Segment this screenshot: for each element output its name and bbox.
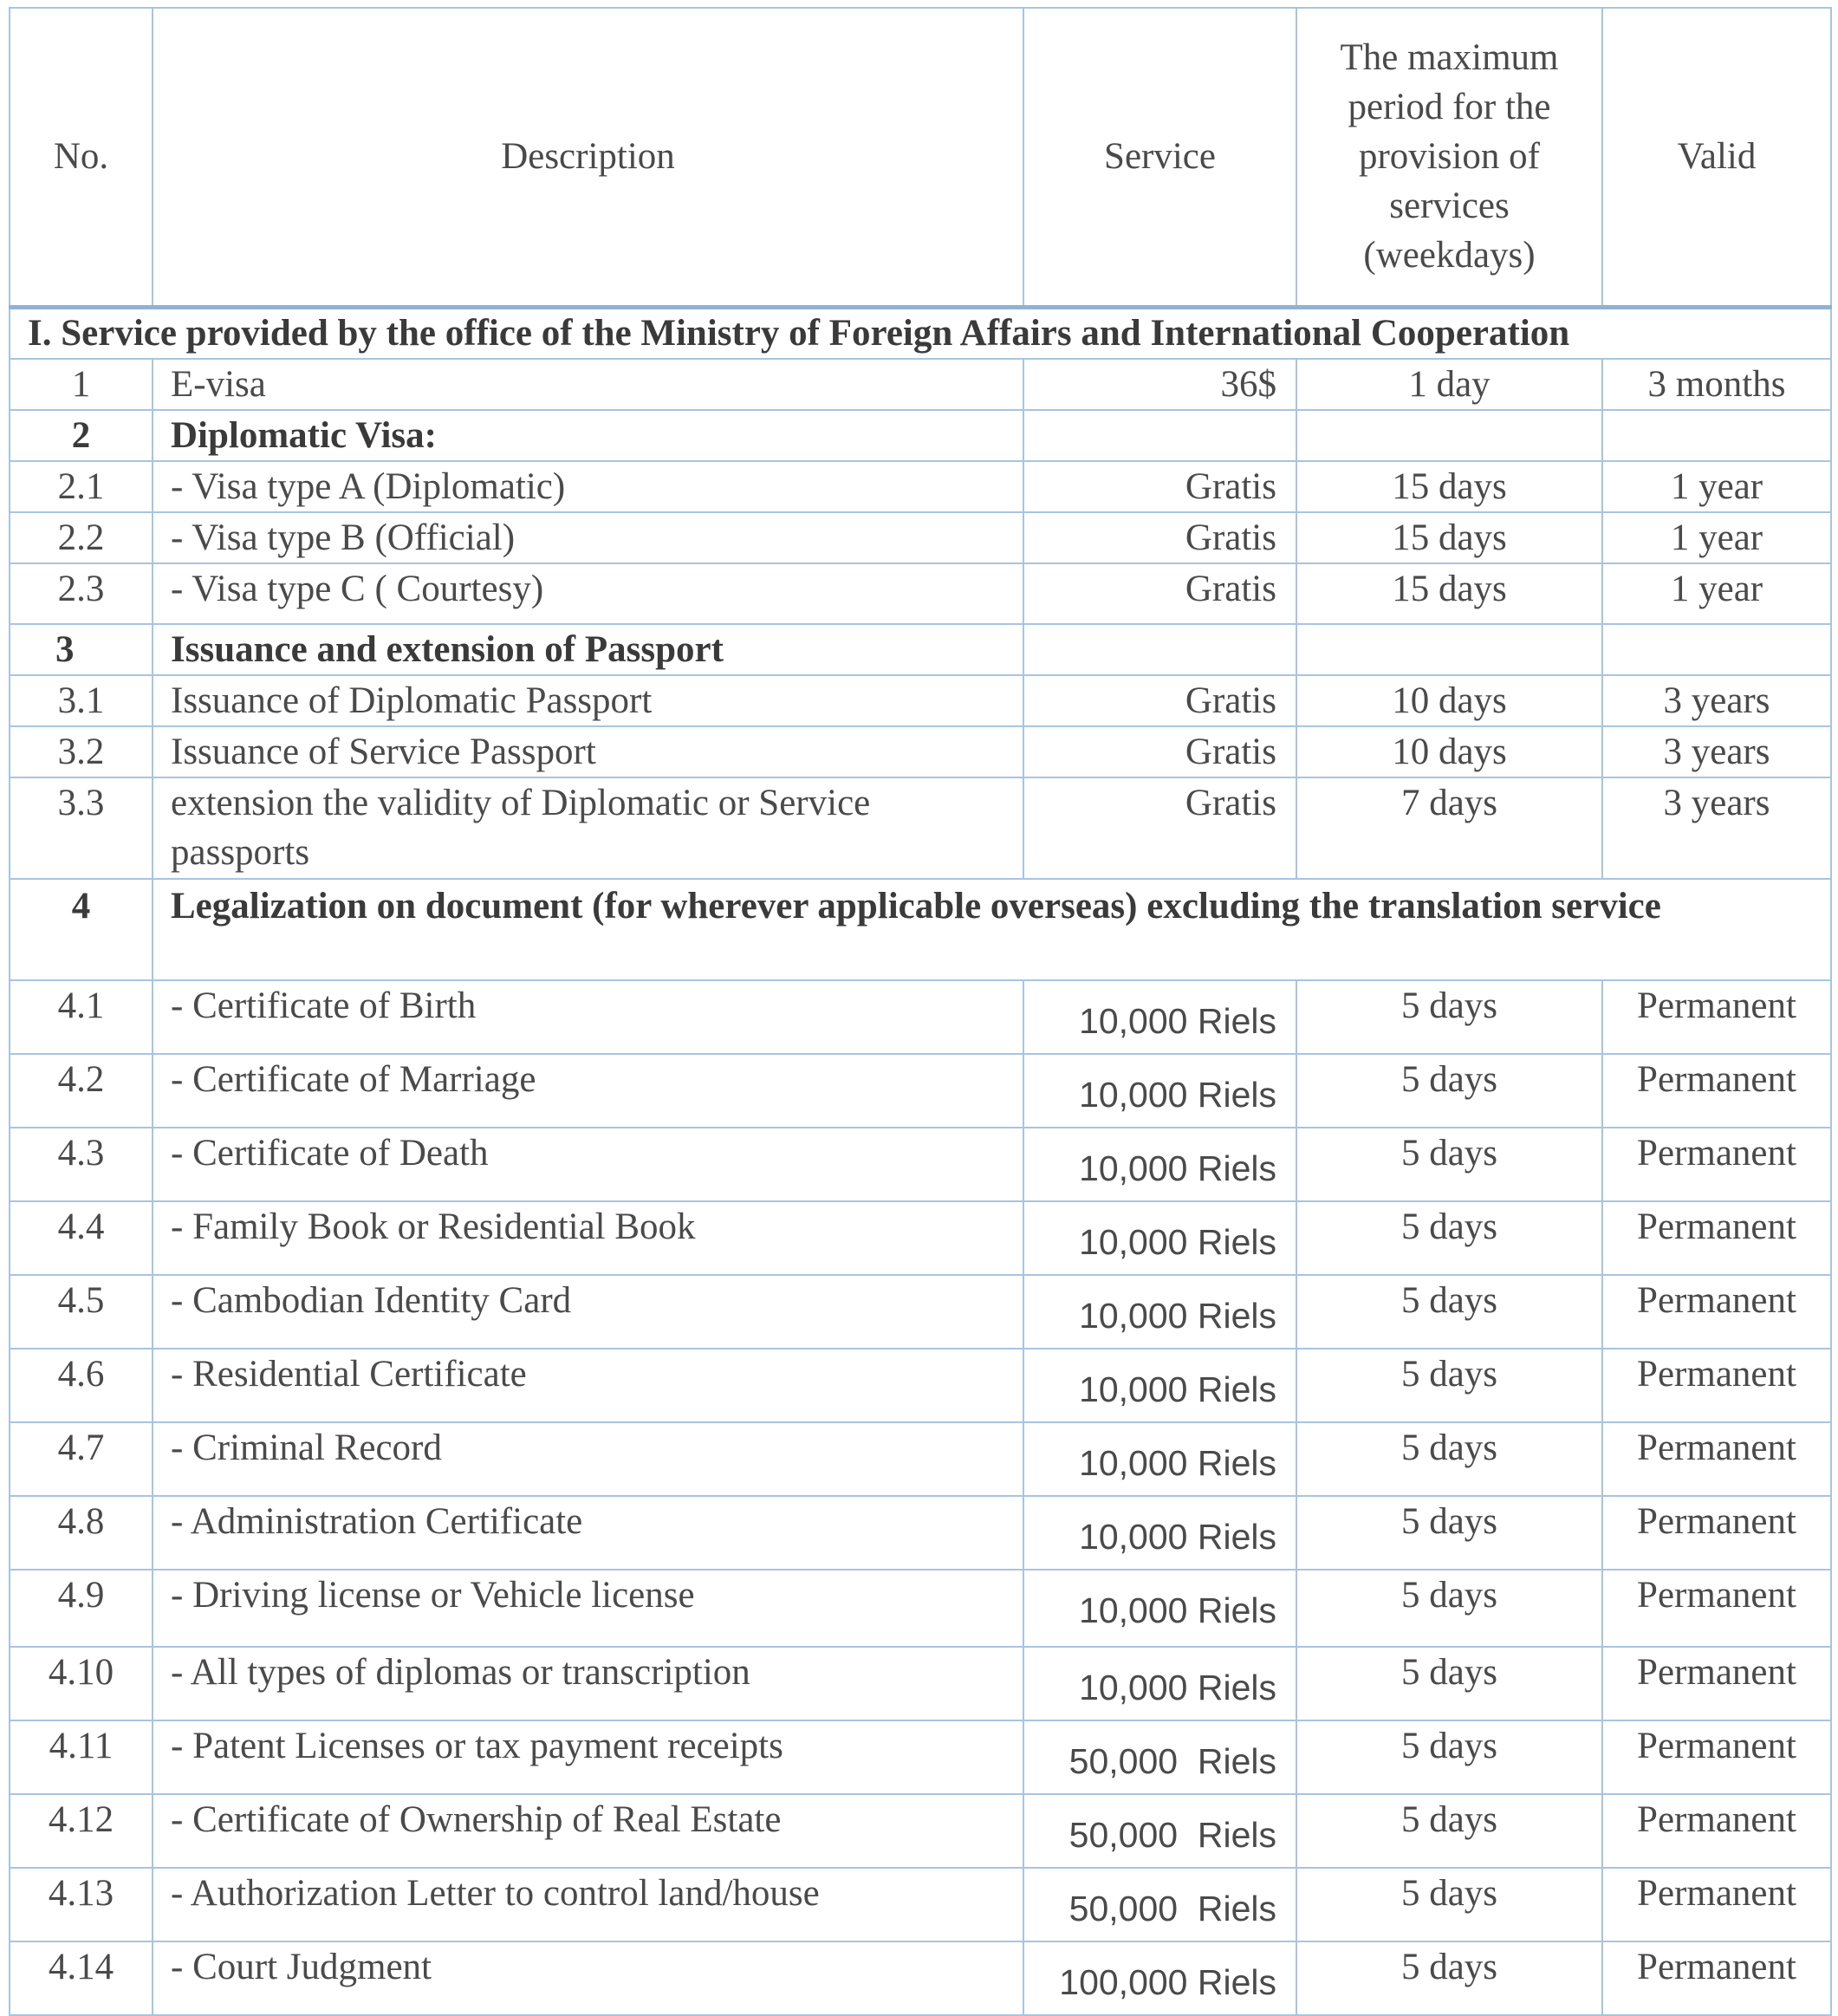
- table-row: [10, 359, 1831, 410]
- table-row: [10, 675, 1831, 726]
- table-row: [10, 1349, 1831, 1422]
- row-description: - Certificate of Marriage: [153, 1054, 1023, 1128]
- row-service: 10,000 Riels: [1023, 1201, 1296, 1275]
- row-valid-empty: [1602, 624, 1831, 675]
- table-row: [10, 1794, 1831, 1868]
- row-no: 4.13: [10, 1868, 153, 1941]
- row-period: 5 days: [1296, 1275, 1602, 1349]
- row-description: - Visa type B (Official): [153, 512, 1023, 563]
- row-valid: 3 years: [1602, 675, 1831, 726]
- row-valid: 3 months: [1602, 359, 1831, 410]
- section-title: I. Service provided by the office of the Ministry of Foreign Affairs and International Cooperation: [10, 307, 1831, 359]
- row-period: 10 days: [1296, 726, 1602, 777]
- row-description: Legalization on document (for wherever applicable overseas) excluding the translation service: [153, 879, 1831, 980]
- row-no: 3.3: [10, 777, 153, 879]
- row-no: 4.9: [10, 1570, 153, 1647]
- row-valid: Permanent: [1602, 1422, 1831, 1496]
- table-row: [10, 512, 1831, 563]
- row-no: 4.1: [10, 980, 153, 1054]
- row-period: 5 days: [1296, 1128, 1602, 1201]
- row-description: - Cambodian Identity Card: [153, 1275, 1023, 1349]
- row-description: - Authorization Letter to control land/house: [153, 1868, 1023, 1941]
- row-period: 15 days: [1296, 461, 1602, 512]
- row-service-empty: [1023, 624, 1296, 675]
- table-row: [10, 1570, 1831, 1647]
- table-row: [10, 1275, 1831, 1349]
- row-valid: Permanent: [1602, 1570, 1831, 1647]
- row-valid: Permanent: [1602, 1794, 1831, 1868]
- row-period-empty: [1296, 410, 1602, 461]
- row-period: 7 days: [1296, 777, 1602, 879]
- row-valid: 1 year: [1602, 563, 1831, 624]
- table-row: [10, 1496, 1831, 1570]
- row-no: 2.1: [10, 461, 153, 512]
- row-service: 100,000 Riels: [1023, 1941, 1296, 2015]
- row-description: Issuance of Service Passport: [153, 726, 1023, 777]
- table-row: [10, 1647, 1831, 1720]
- header-description: Description: [153, 8, 1023, 307]
- row-period: 10 days: [1296, 675, 1602, 726]
- row-description: E-visa: [153, 359, 1023, 410]
- row-description: - Visa type C ( Courtesy): [153, 563, 1023, 624]
- row-service: 50,000 Riels: [1023, 1720, 1296, 1794]
- table-row: [10, 1201, 1831, 1275]
- service-fee-table: [9, 7, 1832, 2016]
- row-valid: 1 year: [1602, 461, 1831, 512]
- row-service: 10,000 Riels: [1023, 1128, 1296, 1201]
- row-period: 5 days: [1296, 1349, 1602, 1422]
- table-row: [10, 1941, 1831, 2015]
- row-service: Gratis: [1023, 512, 1296, 563]
- row-period: 5 days: [1296, 1868, 1602, 1941]
- row-period: 5 days: [1296, 980, 1602, 1054]
- row-period: 5 days: [1296, 1941, 1602, 2015]
- row-service: 10,000 Riels: [1023, 1496, 1296, 1570]
- row-service: Gratis: [1023, 563, 1296, 624]
- row-no: 4.4: [10, 1201, 153, 1275]
- row-no: 3: [10, 624, 153, 675]
- row-description: extension the validity of Diplomatic or Service passports: [153, 777, 1023, 879]
- row-period: 15 days: [1296, 512, 1602, 563]
- row-no: 3.2: [10, 726, 153, 777]
- table-row-group-header: [10, 410, 1831, 461]
- row-description: Diplomatic Visa:: [153, 410, 1023, 461]
- row-service: 50,000 Riels: [1023, 1794, 1296, 1868]
- row-valid: Permanent: [1602, 1496, 1831, 1570]
- section-heading-row: [10, 307, 1831, 359]
- table-row: [10, 1128, 1831, 1201]
- row-description: - Criminal Record: [153, 1422, 1023, 1496]
- row-no: 2.2: [10, 512, 153, 563]
- row-description: - Court Judgment: [153, 1941, 1023, 2015]
- row-no: 4.11: [10, 1720, 153, 1794]
- row-period-empty: [1296, 624, 1602, 675]
- row-valid: Permanent: [1602, 1054, 1831, 1128]
- row-description: Issuance of Diplomatic Passport: [153, 675, 1023, 726]
- row-valid: 1 year: [1602, 512, 1831, 563]
- row-valid: Permanent: [1602, 1647, 1831, 1720]
- row-service: Gratis: [1023, 726, 1296, 777]
- table-row-group-header: [10, 624, 1831, 675]
- fee-table-container: [9, 7, 1832, 2016]
- row-description: Issuance and extension of Passport: [153, 624, 1023, 675]
- row-no: 3.1: [10, 675, 153, 726]
- row-description: - Administration Certificate: [153, 1496, 1023, 1570]
- row-no: 4.10: [10, 1647, 153, 1720]
- header-service: Service: [1023, 8, 1296, 307]
- table-row: [10, 777, 1831, 879]
- row-service: 10,000 Riels: [1023, 1275, 1296, 1349]
- row-period: 5 days: [1296, 1422, 1602, 1496]
- row-period: 5 days: [1296, 1720, 1602, 1794]
- table-row: [10, 461, 1831, 512]
- header-valid: Valid: [1602, 8, 1831, 307]
- row-no: 2: [10, 410, 153, 461]
- row-no: 4.14: [10, 1941, 153, 2015]
- table-row: [10, 1422, 1831, 1496]
- row-period: 5 days: [1296, 1794, 1602, 1868]
- row-valid: Permanent: [1602, 980, 1831, 1054]
- row-service: 10,000 Riels: [1023, 1054, 1296, 1128]
- row-period: 15 days: [1296, 563, 1602, 624]
- row-valid: Permanent: [1602, 1868, 1831, 1941]
- row-service: 10,000 Riels: [1023, 1349, 1296, 1422]
- row-description: - Patent Licenses or tax payment receipts: [153, 1720, 1023, 1794]
- table-row: [10, 1720, 1831, 1794]
- header-row: [10, 8, 1831, 307]
- row-valid-empty: [1602, 410, 1831, 461]
- row-service: 10,000 Riels: [1023, 980, 1296, 1054]
- row-valid: Permanent: [1602, 1941, 1831, 2015]
- row-valid: Permanent: [1602, 1275, 1831, 1349]
- row-no: 4.12: [10, 1794, 153, 1868]
- row-valid: 3 years: [1602, 726, 1831, 777]
- row-valid: Permanent: [1602, 1349, 1831, 1422]
- row-description: - Driving license or Vehicle license: [153, 1570, 1023, 1647]
- row-service: 10,000 Riels: [1023, 1422, 1296, 1496]
- row-no: 4.2: [10, 1054, 153, 1128]
- row-no: 4.6: [10, 1349, 153, 1422]
- row-period: 5 days: [1296, 1570, 1602, 1647]
- row-description: - Certificate of Birth: [153, 980, 1023, 1054]
- row-valid: Permanent: [1602, 1128, 1831, 1201]
- table-row-group-header: [10, 879, 1831, 980]
- row-no: 4.5: [10, 1275, 153, 1349]
- row-no: 4.8: [10, 1496, 153, 1570]
- row-description: - Certificate of Death: [153, 1128, 1023, 1201]
- row-service: 10,000 Riels: [1023, 1647, 1296, 1720]
- row-description: - Residential Certificate: [153, 1349, 1023, 1422]
- row-service: Gratis: [1023, 461, 1296, 512]
- row-no: 4.7: [10, 1422, 153, 1496]
- row-no: 4.3: [10, 1128, 153, 1201]
- row-period: 5 days: [1296, 1496, 1602, 1570]
- row-description: - Visa type A (Diplomatic): [153, 461, 1023, 512]
- row-description: - Family Book or Residential Book: [153, 1201, 1023, 1275]
- table-row: [10, 1868, 1831, 1941]
- header-period: The maximum period for the provision of services (weekdays): [1296, 8, 1602, 307]
- table-row: [10, 980, 1831, 1054]
- row-no: 1: [10, 359, 153, 410]
- row-service-empty: [1023, 410, 1296, 461]
- row-period: 1 day: [1296, 359, 1602, 410]
- row-service: 50,000 Riels: [1023, 1868, 1296, 1941]
- table-row: [10, 726, 1831, 777]
- row-description: - Certificate of Ownership of Real Estate: [153, 1794, 1023, 1868]
- row-valid: 3 years: [1602, 777, 1831, 879]
- row-service: Gratis: [1023, 777, 1296, 879]
- header-no: No.: [10, 8, 153, 307]
- row-service: Gratis: [1023, 675, 1296, 726]
- table-row: [10, 563, 1831, 624]
- row-valid: Permanent: [1602, 1720, 1831, 1794]
- row-period: 5 days: [1296, 1201, 1602, 1275]
- row-service: 10,000 Riels: [1023, 1570, 1296, 1647]
- row-no: 4: [10, 879, 153, 980]
- row-service: 36$: [1023, 359, 1296, 410]
- row-period: 5 days: [1296, 1647, 1602, 1720]
- row-valid: Permanent: [1602, 1201, 1831, 1275]
- row-description: - All types of diplomas or transcription: [153, 1647, 1023, 1720]
- table-row: [10, 1054, 1831, 1128]
- row-no: 2.3: [10, 563, 153, 624]
- row-period: 5 days: [1296, 1054, 1602, 1128]
